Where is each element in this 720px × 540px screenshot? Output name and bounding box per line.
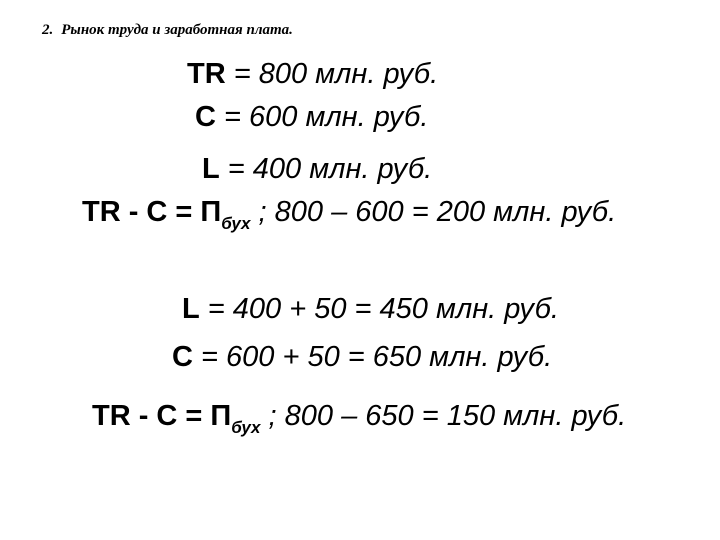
- formula-lhs: TR - C = П: [82, 196, 222, 228]
- formula-expression: = 800 млн. руб.: [225, 58, 439, 90]
- formula-expression: = 600 + 50 = 650 млн. руб.: [192, 341, 553, 373]
- formula-subscript: бух: [231, 418, 261, 437]
- formula-variable: C: [195, 101, 216, 133]
- formula-expression: ; 800 – 650 = 150 млн. руб.: [260, 400, 627, 432]
- formula-variable: C: [172, 341, 193, 373]
- formula-costs: [195, 103, 428, 132]
- formula-accounting-profit: [82, 196, 617, 233]
- formula-variable: TR: [187, 58, 226, 90]
- formula-expression: ; 800 – 600 = 200 млн. руб.: [250, 196, 617, 228]
- formula-variable: L: [202, 153, 220, 185]
- formula-variable: L: [182, 293, 200, 325]
- formula-labor: [202, 155, 432, 184]
- formula-lhs: TR - C = П: [92, 400, 232, 432]
- formula-expression: = 600 млн. руб.: [215, 101, 429, 133]
- formula-expression: = 400 + 50 = 450 млн. руб.: [199, 293, 559, 325]
- formula-costs-new: [172, 343, 552, 372]
- heading-text: Рынок труда и заработная плата.: [61, 22, 293, 38]
- formula-expression: = 400 млн. руб.: [219, 153, 433, 185]
- heading-number: 2.: [42, 22, 54, 38]
- formula-accounting-profit-new: [92, 400, 627, 437]
- formula-subscript: бух: [221, 214, 251, 233]
- formula-total-revenue: [187, 60, 438, 89]
- slide-heading: [42, 22, 293, 39]
- formula-labor-new: [182, 295, 559, 324]
